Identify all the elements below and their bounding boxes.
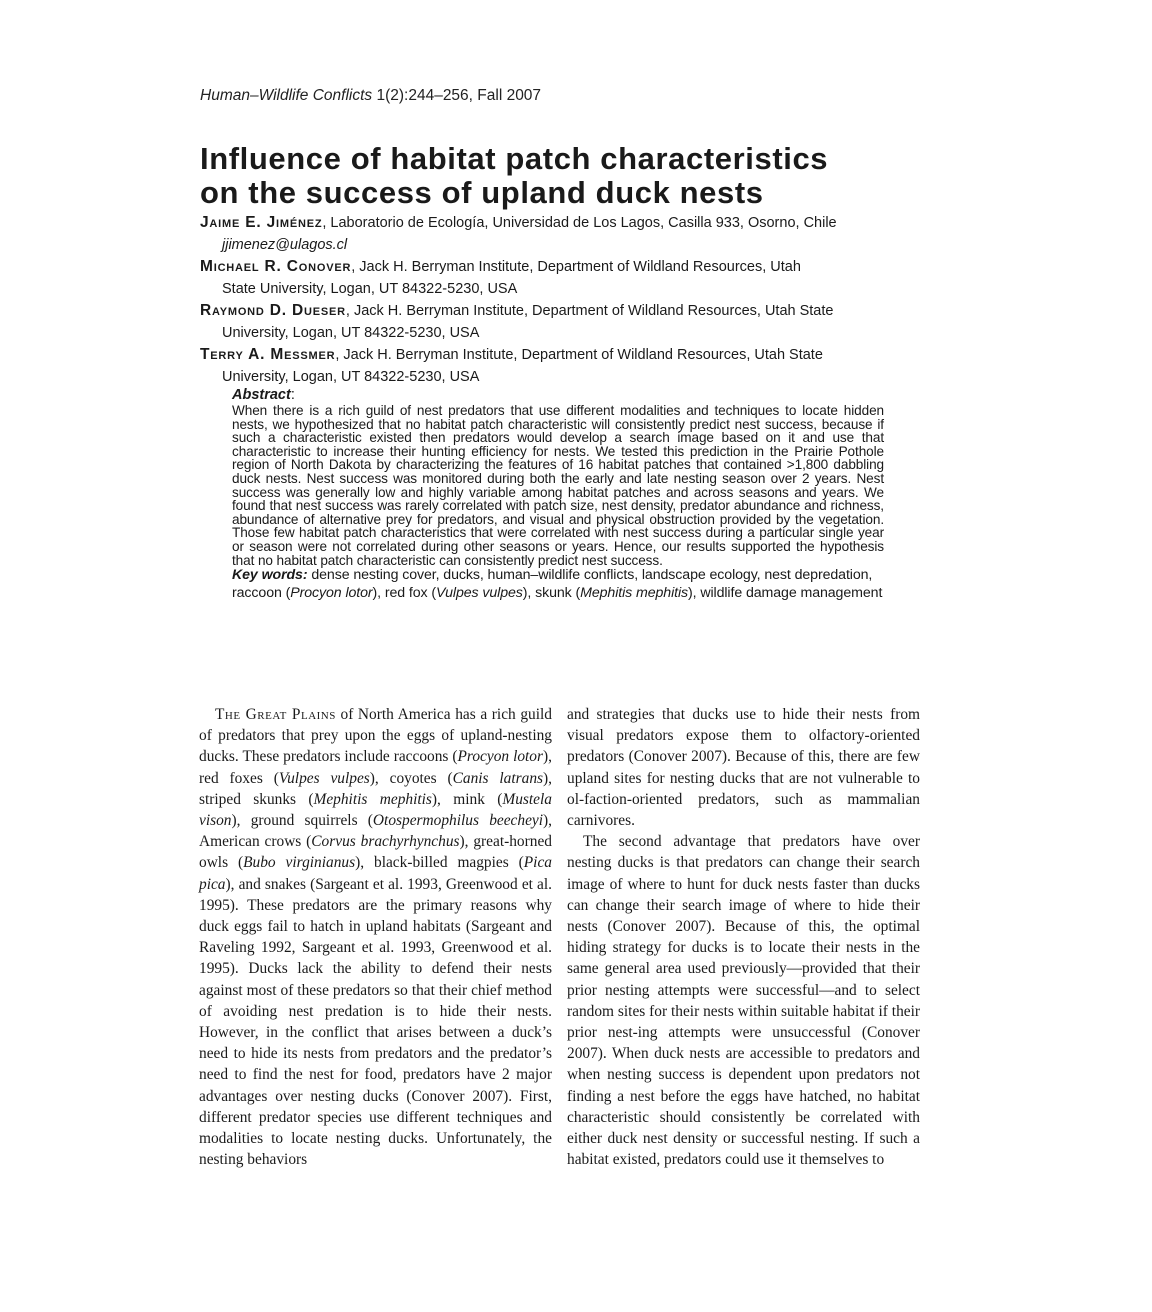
keywords-text: ), skunk ( [522, 584, 581, 601]
species-name: Bubo virginianus [243, 854, 356, 872]
author-email: jjimenez@ulagos.cl [222, 236, 348, 253]
author-name: Jaime E. Jiménez [200, 214, 323, 231]
keywords-text: dense nesting cover, ducks, human–wildlife conflicts, landscape ecology, nest depredation, raccoon ( [232, 567, 873, 601]
author-1 [200, 212, 918, 256]
title-line-2: on the success of upland duck nests [200, 175, 764, 210]
author-affiliation-cont: University, Logan, UT 84322-5230, USA [222, 324, 480, 341]
author-3 [200, 300, 918, 344]
author-affiliation-cont: University, Logan, UT 84322-5230, USA [222, 368, 480, 385]
species-name: Vulpes vulpes [278, 769, 370, 787]
abstract-text: When there is a rich guild of nest predators that use different modalities and techniques to locate hidden nests, we hypothesized that no habitat patch characteristic will consistently predict nest success, because if such a characteristic existed then predators would develop a search image based on it and use that characteristic to increase their hunting efficiency for nests. We tested this prediction in the Prairie Pothole region of North Dakota by characterizing the features of 16 habitat patches that contained >1,800 dabbling duck nests. Nest success was monitored during both the early and late nesting season over 2 years. Nest success was generally low and highly variable among habitat patches and across seasons and years. We found that nest success was rarely correlated with patch size, nest density, predator abundance and richness, abundance of alternative prey for predators, and visual and physical obstruction provided by the vegetation. Those few habitat patch characteristics that were correlated with nest success during a particular single year or season were not correlated during other seasons or years. Hence, our results supported the hypothesis that no habitat patch characteristic can consistently predict nest success. [232, 403, 884, 568]
journal-volume-issue: 1(2):244–256, Fall 2007 [372, 87, 542, 104]
species-name: Canis latrans [452, 769, 544, 787]
body-paragraph: and strategies that ducks use to hide their nests from visual predators expose them to olfactory-oriented predators (Conover 2007). Because of this, there are few upland sites for nesting ducks that are not vulnerable to ol-faction-oriented predators, such as mammalian carnivores. [567, 706, 920, 830]
lead-in: The Great Plains [215, 706, 336, 723]
keywords-heading: Key words: [232, 567, 308, 584]
body-text: ), great-horned owls ( [199, 833, 552, 872]
body-paragraph: The second advantage that predators have over nesting ducks is that predators can change their search image of where to hunt for duck nests faster than ducks can change their search image of where to hide their nests (Conover 2007). Because of this, the optimal hiding strategy for ducks is to locate their nests in the same general area used previously—provided that their prior nesting attempts were successful—and to select random sites for their nests within suitable habitat if their prior nest-ing attempts were unsuccessful (Conover 2007). When duck nests are accessible to predators and when nesting success is dependent upon predators not finding a nest before the eggs have hatched, no habitat characteristic should consistently be correlated with either duck nest density or successful nesting. If such a habitat existed, predators could use it themselves to [567, 833, 920, 1169]
keywords-species: Mephitis mephitis [580, 584, 689, 601]
keywords [232, 567, 884, 602]
keywords-text: ), red fox ( [372, 584, 436, 601]
body-text: ), black-billed magpies ( [355, 854, 524, 872]
species-name: Corvus brachyrhynchus [311, 833, 460, 851]
author-name: Terry A. Messmer [200, 346, 336, 363]
title-line-1: Influence of habitat patch characteristics [200, 141, 829, 176]
body-paragraph [199, 704, 552, 1170]
article-title [200, 142, 960, 210]
body-text: ), and snakes (Sargeant et al. 1993, Greenwood et al. 1995). These predators are the primary reasons why duck eggs fail to hatch in upland habitats (Sargeant and Raveling 1992, Sargeant et al. 1993, Greenwood et al. 1995). Ducks lack the ability to defend their nests against most of these predators so that their chief method of avoiding nest predation is to hide their nests. However, in the conflict that arises between a duck’s need to hide its nests from predators and the predator’s need to find the nest for food, predators have 2 major advantages over nesting ducks (Conover 2007). First, different predator species use different techniques and modalities to locate nesting ducks. Unfortunately, the nesting behaviors [199, 875, 552, 1169]
abstract-heading-colon: : [290, 387, 295, 403]
keywords-species: Procyon lotor [290, 584, 373, 601]
abstract-section [232, 387, 884, 602]
species-name: Pica pica [199, 854, 552, 893]
keywords-text: ), wildlife damage management [688, 584, 883, 601]
author-2 [200, 256, 918, 300]
body-column-right [567, 704, 920, 1170]
body-column-left [199, 704, 552, 1170]
journal-name: Human–Wildlife Conflicts [200, 87, 373, 104]
species-name: Mustela vison [199, 790, 552, 830]
journal-citation [200, 87, 541, 105]
body-text: ), mink ( [431, 790, 503, 808]
keywords-species: Vulpes vulpes [436, 584, 523, 601]
author-affiliation-cont: State University, Logan, UT 84322-5230, USA [222, 280, 518, 297]
body-text: ), striped skunks ( [199, 769, 553, 808]
author-affiliation: , Jack H. Berryman Institute, Department of Wildland Resources, Utah State [335, 347, 823, 363]
author-4 [200, 344, 918, 388]
abstract-heading [232, 387, 884, 404]
species-name: Mephitis mephitis [313, 790, 432, 808]
body-text: ), American crows ( [199, 812, 552, 851]
author-affiliation: , Jack H. Berryman Institute, Department of Wildland Resources, Utah [351, 259, 801, 275]
author-affiliation: , Laboratorio de Ecología, Universidad de Los Lagos, Casilla 933, Osorno, Chile [322, 215, 837, 231]
abstract-heading-text: Abstract [232, 387, 291, 403]
author-name: Michael R. Conover [200, 258, 352, 275]
body-text: ), ground squirrels ( [231, 812, 373, 830]
author-name: Raymond D. Dueser [200, 302, 346, 319]
body-text: of North America has a rich guild of predators that prey upon the eggs of upland-nesting ducks. These predators include raccoons ( [199, 706, 552, 766]
author-list [200, 212, 918, 388]
author-affiliation: , Jack H. Berryman Institute, Department of Wildland Resources, Utah State [345, 303, 834, 319]
species-name: Otospermophilus beecheyi [372, 812, 544, 830]
body-text: ), red foxes ( [199, 748, 552, 787]
species-name: Procyon lotor [457, 748, 543, 766]
body-text: ), coyotes ( [369, 769, 453, 787]
